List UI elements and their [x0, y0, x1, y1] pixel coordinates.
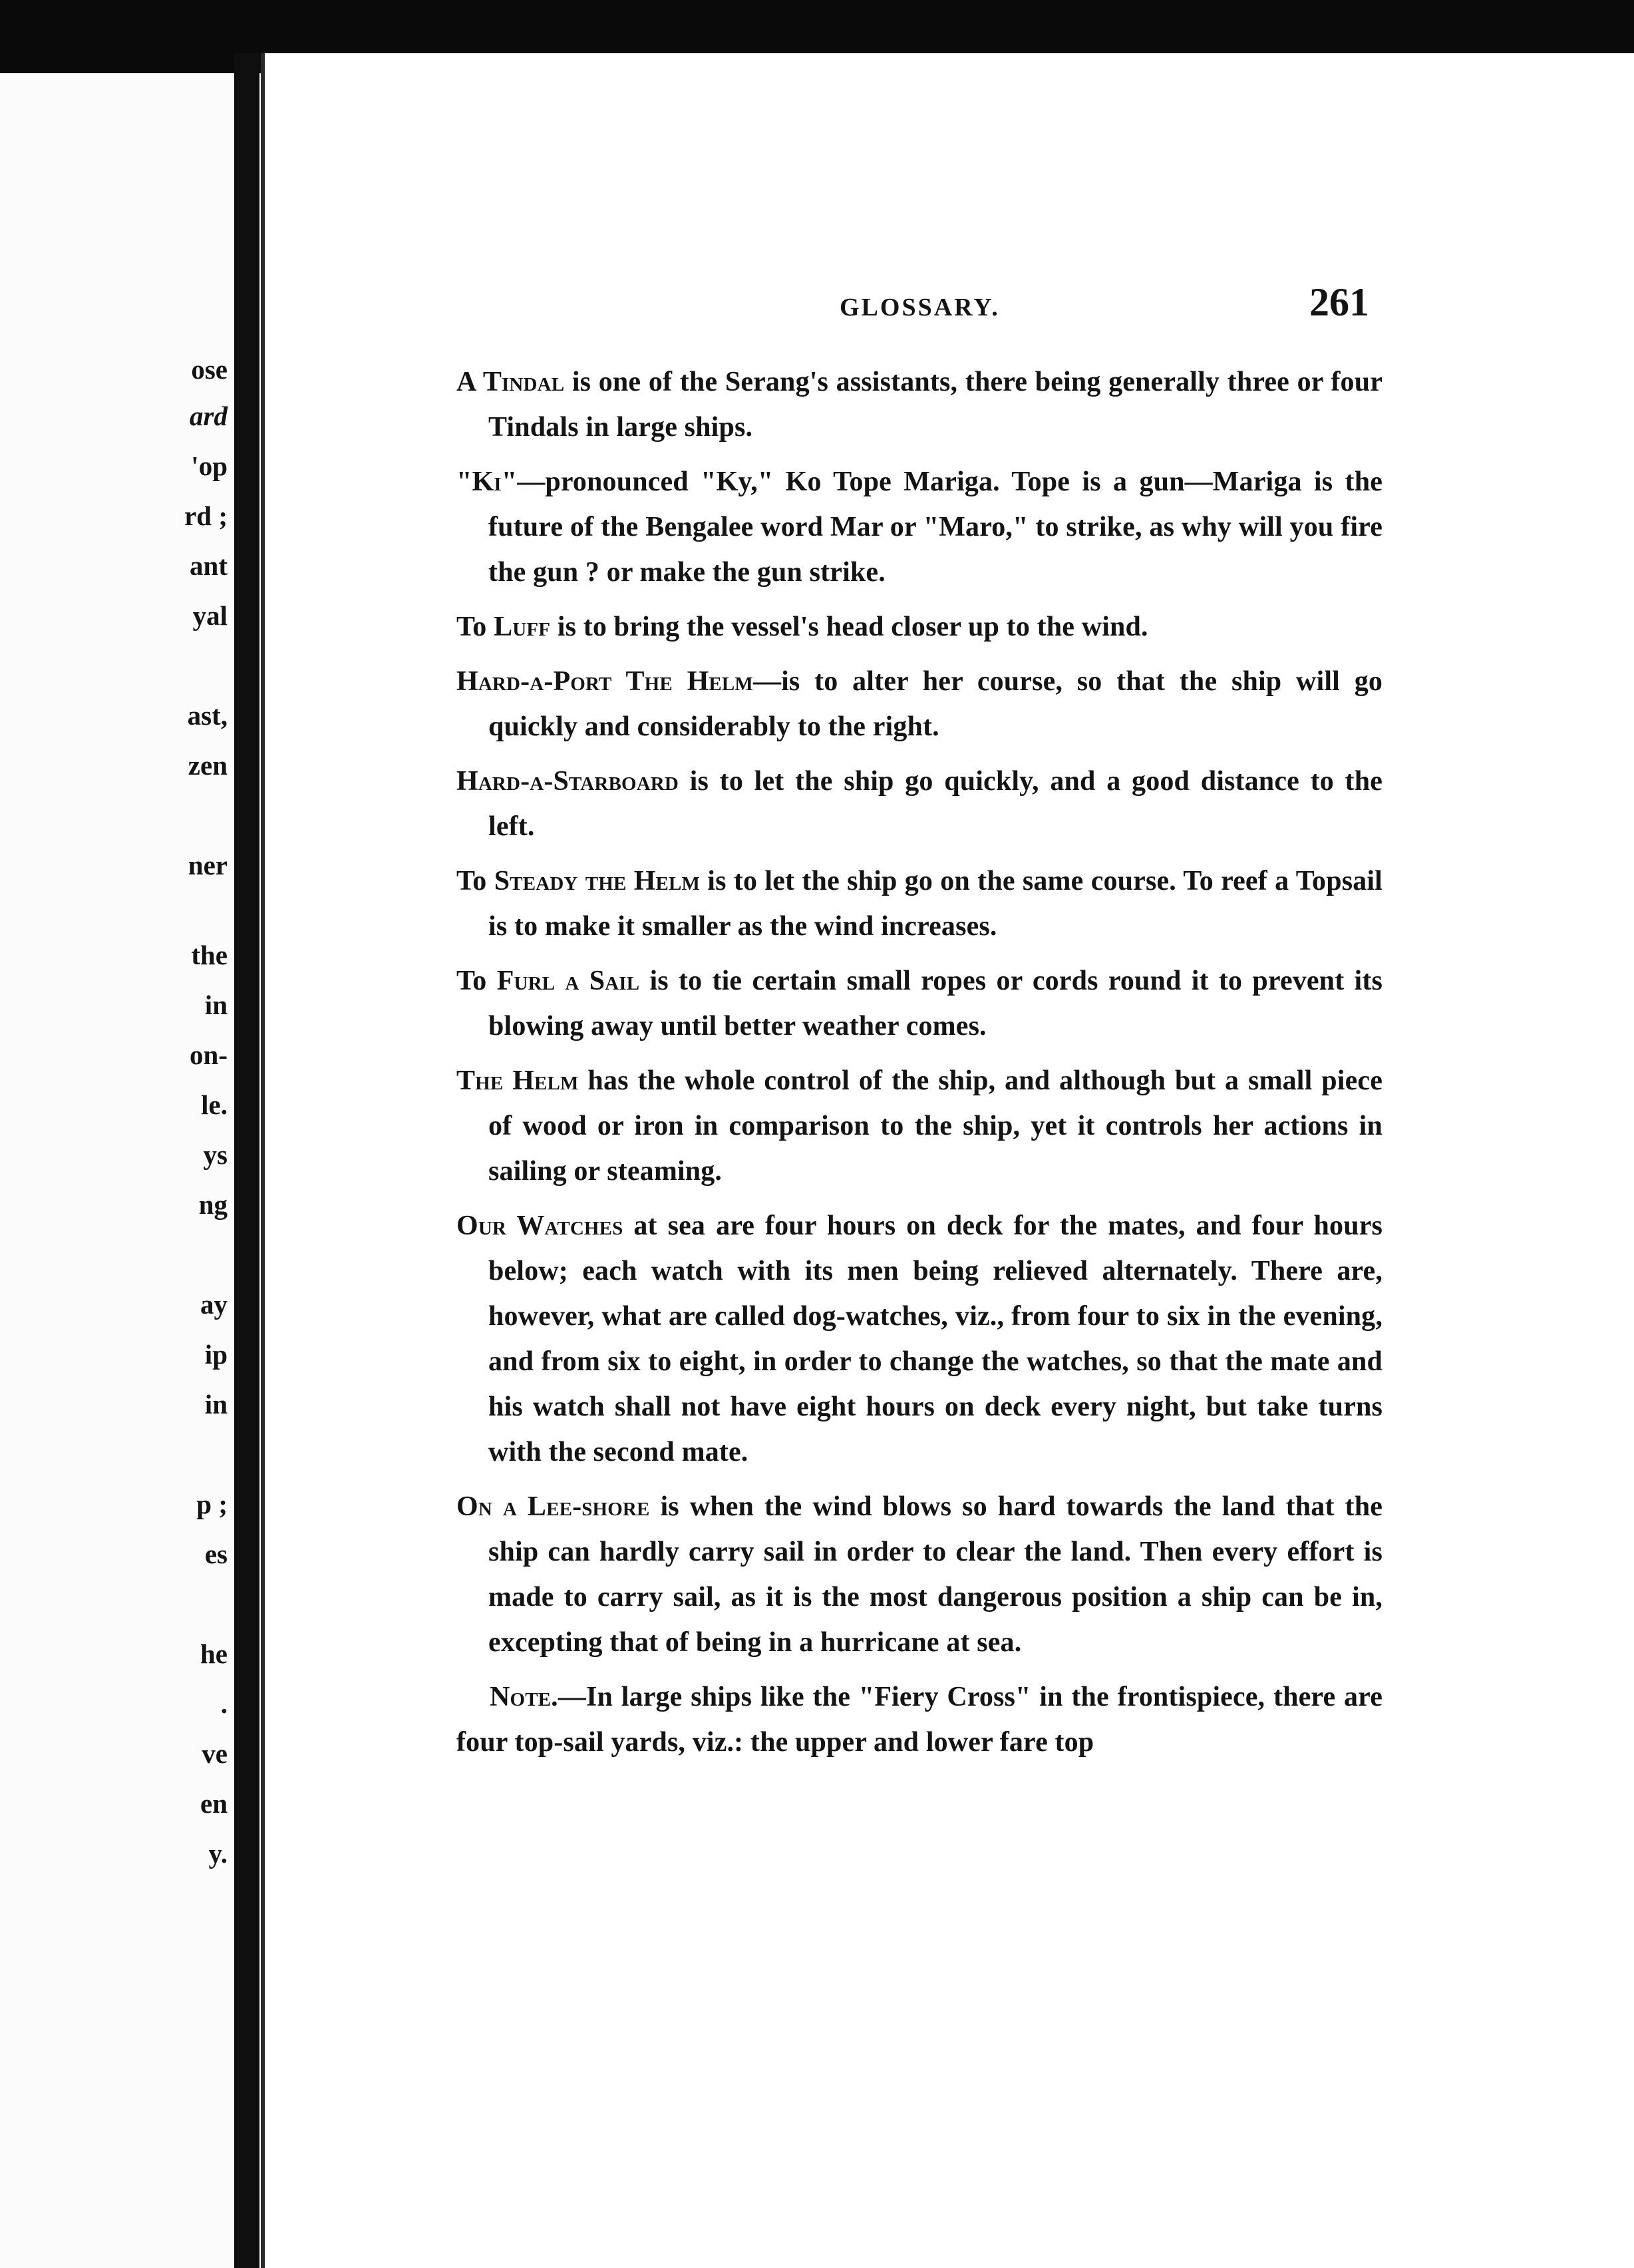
entry-definition: —is to alter her course, so that the ship will go quickly and considerably to the right.: [488, 666, 1383, 742]
glossary-term: On a Lee-shore: [456, 1491, 650, 1522]
entry-definition: has the whole control of the ship, and although but a small piece of wood or iron in comparison to the ship, yet it controls her actions in sailing or steaming.: [488, 1065, 1383, 1187]
glossary-entry: [456, 1203, 1383, 1475]
facing-page-word-fragment: .: [220, 1688, 228, 1719]
entry-definition: is to tie certain small ropes or cords round it to prevent its blowing away until better weather comes.: [488, 966, 1383, 1041]
entry-definition: is to let the ship go on the same course. To reef a Topsail is to make it smaller as the wind increases.: [488, 866, 1383, 942]
entry-lead: To: [456, 612, 487, 642]
facing-page-word-fragment: ve: [202, 1738, 228, 1769]
facing-page-word-fragment: p ;: [196, 1489, 228, 1519]
glossary-entry: [456, 459, 1383, 595]
glossary-term: Hard-a-Port The Helm: [456, 666, 753, 697]
facing-page-word-fragment: ys: [203, 1139, 228, 1170]
facing-page-word-fragment: en: [200, 1788, 228, 1819]
facing-page-word-fragment: yal: [192, 600, 228, 631]
note-text: —In large ships like the "Fiery Cross" in the frontispiece, there are four top-sail yards, viz.: the upper and lower fare top: [456, 1682, 1383, 1758]
entry-definition: is one of the Serang's assistants, there being generally three or four Tindals in large ships.: [488, 367, 1383, 443]
entry-lead: To: [456, 866, 487, 896]
book-gutter: [234, 53, 259, 2268]
running-head: GLOSSARY.: [840, 293, 1000, 321]
entry-definition: is to let the ship go quickly, and a good distance to the left.: [488, 766, 1383, 842]
facing-page-word-fragment: ast,: [187, 700, 228, 731]
facing-page-word-fragment: he: [200, 1638, 228, 1669]
facing-page-word-fragment: rd ;: [184, 500, 228, 531]
facing-page-word-fragment: ay: [200, 1289, 228, 1320]
glossary-entry: [456, 858, 1383, 949]
glossary-term: Tindal: [482, 367, 565, 397]
glossary-term: Our Watches: [456, 1211, 623, 1241]
facing-page-word-fragment: ng: [198, 1189, 228, 1220]
entry-lead: A: [456, 367, 476, 397]
entry-lead: ": [456, 467, 472, 497]
glossary-term: Hard-a-Starboard: [456, 766, 679, 797]
note-paragraph: [456, 1674, 1383, 1765]
glossary-term: The Helm: [456, 1065, 579, 1096]
glossary-entry: [456, 659, 1383, 749]
glossary-entry: [456, 1058, 1383, 1194]
facing-page-word-fragment: ose: [191, 354, 228, 385]
page-number: 261: [1309, 280, 1369, 324]
facing-page-word-fragment: ard: [190, 401, 228, 431]
glossary-entry: [456, 1484, 1383, 1665]
facing-page-word-fragment: zen: [188, 750, 228, 781]
glossary-term: Steady the Helm: [494, 866, 701, 896]
glossary-entry: [456, 759, 1383, 849]
facing-page-word-fragment: ant: [190, 550, 228, 581]
entry-definition: at sea are four hours on deck for the mates, and four hours below; each watch with its men being relieved alternately. There are, however, what are called dog-watches, viz., from four to six in the evening, and from six to eight, in order to change the watches, so that the mate and his watch shall not have eight hours on deck every night, but take turns with the second mate.: [488, 1211, 1383, 1467]
glossary-entry: [456, 359, 1383, 450]
entry-definition: is when the wind blows so hard towards the land that the ship can hardly carry sail in order to clear the land. Then every effort is made to carry sail, as it is the most dangerous position a ship can be in, excepting that of being in a hurricane at sea.: [488, 1491, 1383, 1658]
facing-page-word-fragment: y.: [208, 1838, 228, 1869]
facing-page-word-fragment: le.: [201, 1089, 228, 1120]
facing-page-word-fragment: ner: [188, 850, 228, 880]
glossary-term: Ki: [472, 467, 502, 497]
entry-definition: is to bring the vessel's head closer up to the wind.: [550, 612, 1148, 642]
glossary-entry: [456, 958, 1383, 1049]
glossary-term: Furl a Sail: [496, 966, 640, 996]
entry-definition: "—pronounced "Ky," Ko Tope Mariga. Tope is a gun—Mariga is the future of the Bengalee word Mar or "Maro," to strike, as why will you fire the gun ? or make the gun strike.: [488, 467, 1383, 588]
facing-page-word-fragment: es: [204, 1539, 228, 1569]
glossary-entry: [456, 604, 1383, 650]
facing-page-word-fragment: in: [204, 1389, 228, 1419]
facing-page-fragment: [0, 53, 234, 2268]
facing-page-word-fragment: the: [191, 940, 228, 970]
glossary-text: [456, 359, 1383, 1774]
glossary-term: Luff: [494, 612, 551, 642]
entry-lead: To: [456, 966, 487, 996]
facing-page-word-fragment: 'op: [191, 451, 228, 481]
note-label: Note.: [490, 1682, 558, 1712]
facing-page-word-fragment: in: [204, 990, 228, 1020]
facing-page-edge: [0, 53, 234, 73]
facing-page-word-fragment: ip: [204, 1339, 228, 1370]
facing-page-word-fragment: on-: [190, 1040, 228, 1070]
